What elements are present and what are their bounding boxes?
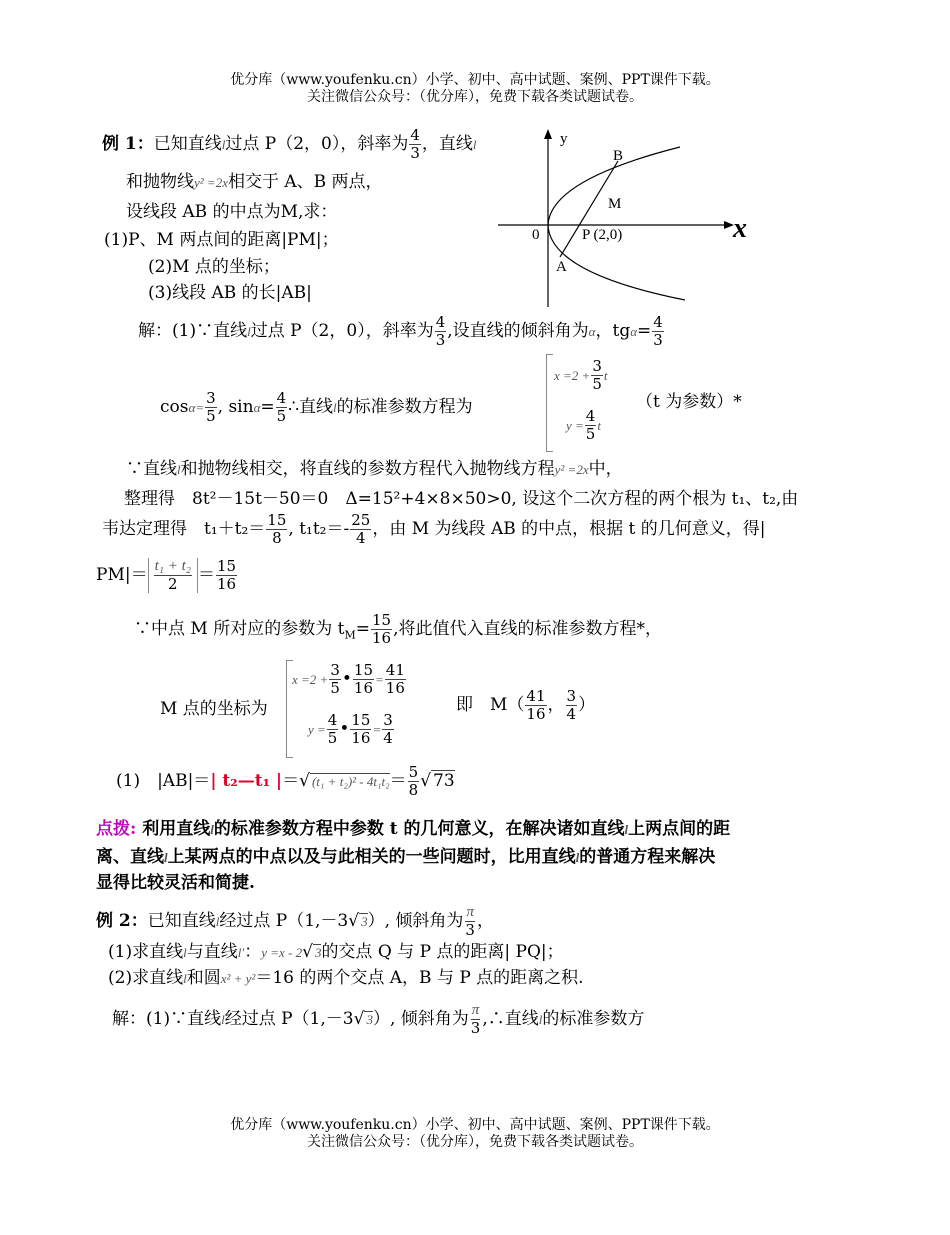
ex2-solution-line-1: 解：(1)∵直线l经过点 P（1,－3√ 3）, 倾斜角为 $\frac{\pi}{3}$ ,∴直线l的标准参数方 — [112, 1002, 645, 1037]
y-label: y — [560, 131, 568, 147]
m-point: 即 M（ $\frac{41}{16}$ ， $\frac{3}{4}$ ） — [456, 687, 596, 723]
parabola-line-graph — [490, 125, 770, 310]
point-B-label: B — [613, 148, 624, 164]
m-coord-y: y = $\frac{4}{5}$ • $\frac{15}{16}$ = $\frac{3}{4}$ — [308, 711, 393, 747]
sol1-line-3: ∵直线l和抛物线相交，将直线的参数方程代入抛物线方程y² =2x中， — [126, 459, 623, 479]
point-A-label: A — [556, 259, 567, 275]
ex1-label: 例 1： — [102, 134, 154, 154]
ex1-line-3: 设线段 AB 的中点为M,求： — [126, 202, 338, 222]
y-axis-arrow — [544, 129, 552, 139]
parabola-curve — [548, 147, 685, 300]
ex1-question-2: (2)M 点的坐标； — [148, 257, 280, 277]
tip-label: 点拨: — [96, 819, 137, 839]
tip-line-3: 显得比较灵活和简捷. — [96, 873, 255, 893]
point-P-label: P (2,0) — [582, 227, 623, 243]
footer-line-2: 关注微信公众号：（优分库），免费下载各类试题试卷。 — [307, 1134, 643, 1150]
ex2-label: 例 2： — [96, 911, 148, 931]
m-coord-x: x =2 + $\frac{3}{5}$ • $\frac{15}{16}$ = $\frac{41}{16}$ — [292, 661, 405, 697]
slope-fraction: $\frac{4}{3}$ — [410, 126, 420, 162]
footer-line-1: 优分库（www.youfenku.cn）小学、初中、高中试题、案例、PPT课件下载。 — [230, 1117, 720, 1133]
sol1-line-2: cosα= $\frac{3}{5}$ , sinα= $\frac{4}{5}$ ∴直线l的标准参数方程为 — [160, 389, 473, 425]
tip-line-2: 离、直线l上某两点的中点以及与此相关的一些问题时，比用直线l的普通方程来解决 — [96, 847, 716, 867]
ex2-question-2: (2)求直线l和圆x² + y²＝16 的两个交点 A，B 与 P 点的距离之积. — [108, 968, 584, 988]
header-line-2: 关注微信公众号：（优分库），免费下载各类试题试卷。 — [307, 89, 643, 105]
ex2-line-1: 例 2：已知直线l经过点 P（1,－3√ 3）, 倾斜角为 $\frac{\pi}{3}$ ， — [96, 904, 494, 939]
sol1-line-6: PM|＝ t₁ + t₂ 2 ＝ $\frac{15}{16}$ — [96, 557, 237, 593]
sol1-line-7: ∵中点 M 所对应的参数为 $t_M=$ $\frac{15}{16}$ ,将此值代入直线的标准参数方程*， — [134, 611, 662, 647]
param-equation-brace — [546, 354, 553, 452]
ex1-question-1: (1)P、M 两点间的距离|PM|； — [104, 230, 339, 250]
param-note: （t 为参数）* — [636, 392, 742, 412]
sol1-line-1: 解：(1)∵直线l过点 P（2，0），斜率为 $\frac{4}{3}$ ,设直线的倾斜角为α，tgα= $\frac{4}{3}$ — [138, 313, 663, 349]
sol1-ab-length: (1) |AB|＝| t₂—t₁ |＝√ (t₁ + t₂)² - 4t₁t₂＝ $\frac{5}{8}$ √ 73 — [116, 763, 455, 799]
ex1-question-3: (3)线段 AB 的长|AB| — [148, 283, 312, 303]
sol1-line-8: M 点的坐标为 — [160, 699, 268, 719]
sol1-line-5: 韦达定理得 t₁＋t₂＝ $\frac{15}{8}$ , t₁t₂＝- $\frac{25}{4}$ ，由 M 为线段 AB 的中点，根据 t 的几何意义，得| — [102, 511, 766, 547]
tip-line-1: 点拨: 利用直线l的标准参数方程中参数 t 的几何意义，在解决诸如直线l上两点间的距 — [96, 819, 731, 839]
ex1-line-1: 例 1：已知直线l过点 P（2，0），斜率为 $\frac{4}{3}$ ，直线l — [102, 126, 477, 162]
ex2-question-1: (1)求直线l与直线l′：y =x - 2√ 3的交点 Q 与 P 点的距离| PQ|； — [108, 942, 564, 962]
ex1-line-2: 和抛物线y² =2x相交于 A、B 两点， — [126, 172, 383, 192]
param-equation-x: x =2 + $\frac{3}{5}$ t — [554, 357, 608, 393]
point-M-label: M — [608, 196, 622, 212]
param-equation-y: y = $\frac{4}{5}$ t — [566, 407, 601, 443]
origin-label: 0 — [532, 227, 540, 243]
sol1-line-4: 整理得 8t²－15t－50＝0 Δ=15²+4×8×50>0, 设这个二次方程的两个根为 t₁、t₂,由 — [124, 489, 799, 509]
header-line-1: 优分库（www.youfenku.cn）小学、初中、高中试题、案例、PPT课件下载。 — [230, 72, 720, 88]
x-label: x — [733, 213, 747, 244]
parabola-equation: y² =2x — [194, 175, 228, 190]
